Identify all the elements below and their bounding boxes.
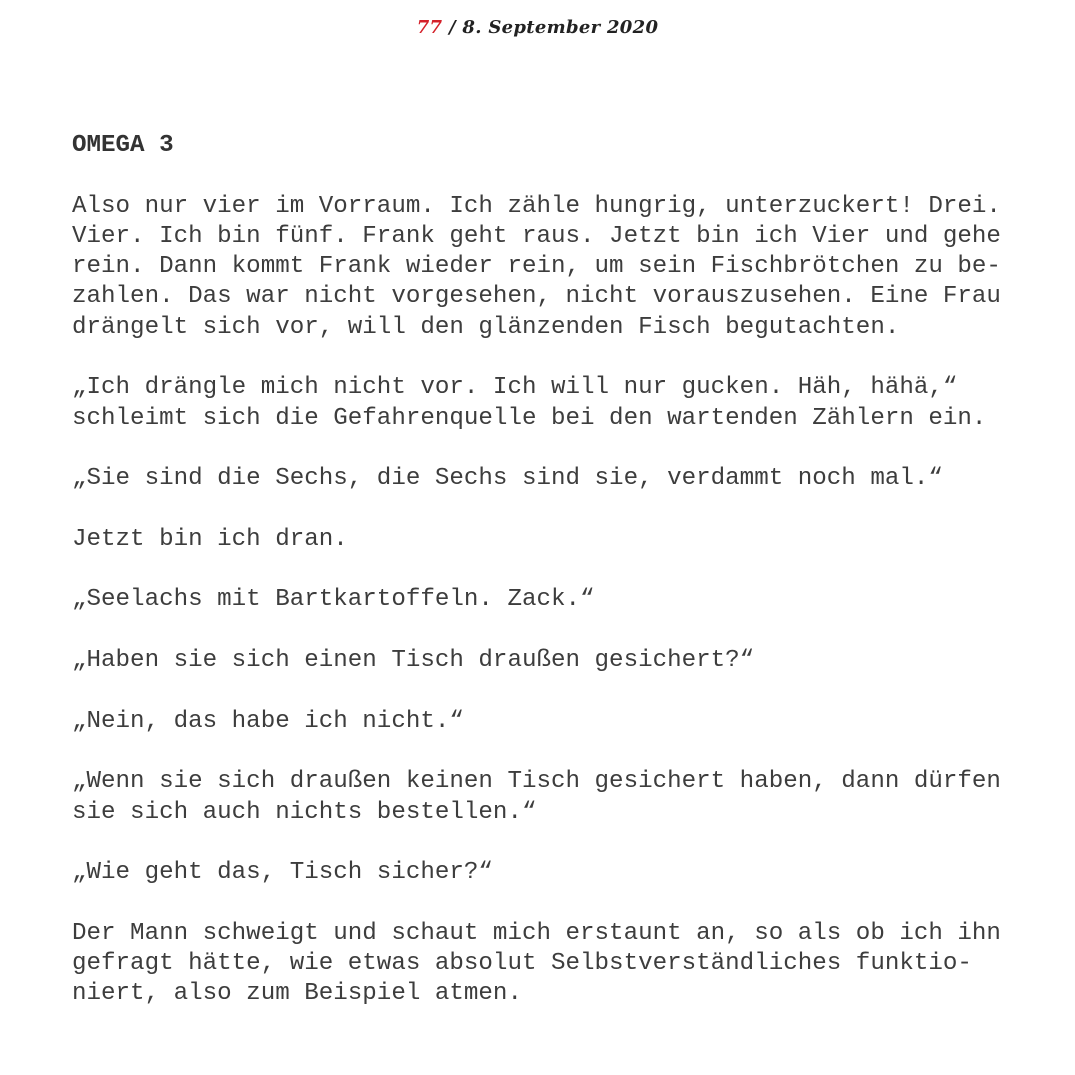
paragraph: Der Mann schweigt und schaut mich erstaunt an, so als ob ich ihn gefragt hätte, wie etwas absolut Selbstverständliches funktio- niert, also zum Beispiel atmen.	[72, 919, 1001, 1008]
paragraph: „Ich drängle mich nicht vor. Ich will nur gucken. Häh, hähä,“ schleimt sich die Gefahrenquelle bei den wartenden Zählern ein.	[72, 374, 987, 432]
paragraph: „Nein, das habe ich nicht.“	[72, 707, 464, 735]
page-header	[0, 17, 1075, 38]
header-date: 8. September 2020	[462, 17, 659, 38]
article-title: OMEGA 3	[72, 132, 174, 159]
article-body	[72, 131, 1047, 1040]
paragraph: „Sie sind die Sechs, die Sechs sind sie, verdammt noch mal.“	[72, 465, 943, 493]
paragraph: „Wie geht das, Tisch sicher?“	[72, 859, 493, 887]
page-number: 77	[416, 17, 443, 38]
paragraph: „Haben sie sich einen Tisch draußen gesichert?“	[72, 647, 755, 675]
paragraph: „Wenn sie sich draußen keinen Tisch gesichert haben, dann dürfen sie sich auch nichts bestellen.“	[72, 768, 1001, 826]
paragraph: Jetzt bin ich dran.	[72, 525, 348, 553]
paragraph: „Seelachs mit Bartkartoffeln. Zack.“	[72, 586, 595, 614]
header-separator: /	[448, 17, 456, 38]
paragraph: Also nur vier im Vorraum. Ich zähle hungrig, unterzuckert! Drei. Vier. Ich bin fünf. Frank geht raus. Jetzt bin ich Vier und gehe rein. Dann kommt Frank wieder rein, um sein Fischbrötchen zu be- zahlen. Das war nicht vorgesehen, nicht vorauszusehen. Eine Frau drängelt sich vor, will den glänzenden Fisch begutachten.	[72, 192, 1001, 341]
